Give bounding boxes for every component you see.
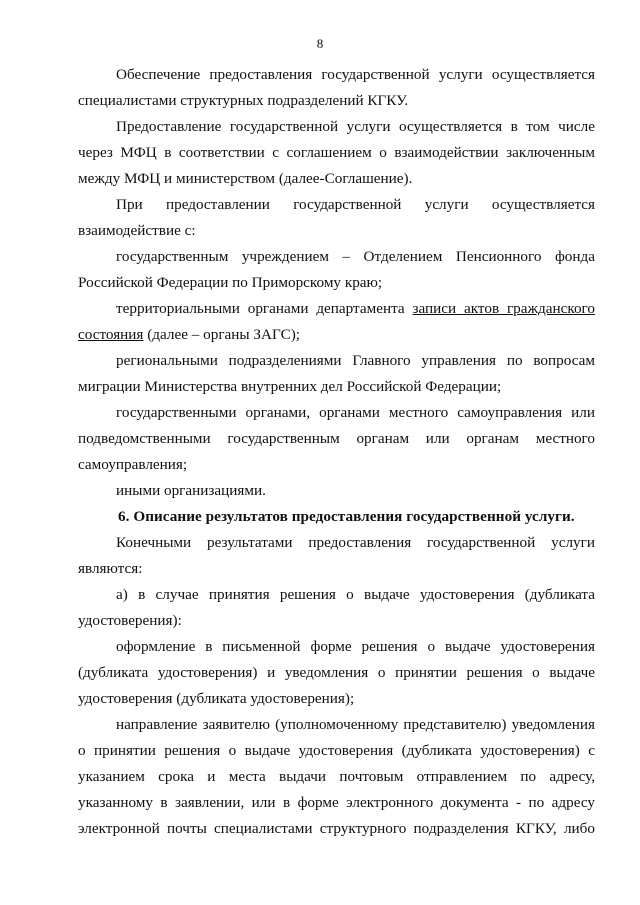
paragraph-final-results: Конечными результатами предоставления государственной услуги являются: (78, 534, 595, 577)
paragraph-pension-fund: государственным учреждением – Отделением Пенсионного фонда Российской Федерации по Приморскому краю; (78, 248, 595, 291)
paragraph-case-a: а) в случае принятия решения о выдаче удостоверения (дубликата удостоверения): (78, 586, 595, 629)
civil-registry-link[interactable]: записи актов гражданского состояния (78, 300, 595, 343)
page-number: 8 (316, 36, 324, 51)
paragraph-staff-provision: Обеспечение предоставления государственной услуги осуществляется специалистами структурных подразделений КГКУ. (78, 66, 595, 109)
section-heading-results: 6. Описание результатов предоставления государственной услуги. (118, 508, 575, 525)
paragraph-migration: региональными подразделениями Главного управления по вопросам миграции Министерства внутренних дел Российской Федерации; (78, 352, 595, 395)
paragraph-written-decision: оформление в письменной форме решения о выдаче удостоверения (дубликата удостоверения) и уведомления о принятии решения о выдаче удостоверения (дубликата удостоверения); (78, 638, 595, 707)
document-body (78, 62, 595, 842)
paragraph-interaction-intro: При предоставлении государственной услуги осуществляется взаимодействие с: (78, 196, 595, 239)
paragraph-mfc-provision: Предоставление государственной услуги осуществляется в том числе через МФЦ в соответствии с соглашением о взаимодействии заключенным между МФЦ и министерством (далее-Соглашение). (78, 118, 595, 187)
zags-text-after: (далее – органы ЗАГС); (143, 326, 300, 343)
zags-text-before: территориальными органами департамента (116, 300, 413, 317)
paragraph-notification: направление заявителю (уполномоченному представителю) уведомления о принятии решения о выдаче удостоверения (дубликата удостоверения) с указанием срока и места выдачи почтовым отправлением по адресу, указанному в заявлении, или в форме электронного документа - по адресу электронной почты специалистами структурного подразделения КГКУ, либо (78, 716, 595, 837)
paragraph-state-bodies: государственными органами, органами местного самоуправления или подведомственными государственным органам или органам местного самоуправления; (78, 404, 595, 473)
paragraph-other-orgs: иными организациями. (116, 482, 266, 499)
paragraph-zags (78, 296, 595, 348)
